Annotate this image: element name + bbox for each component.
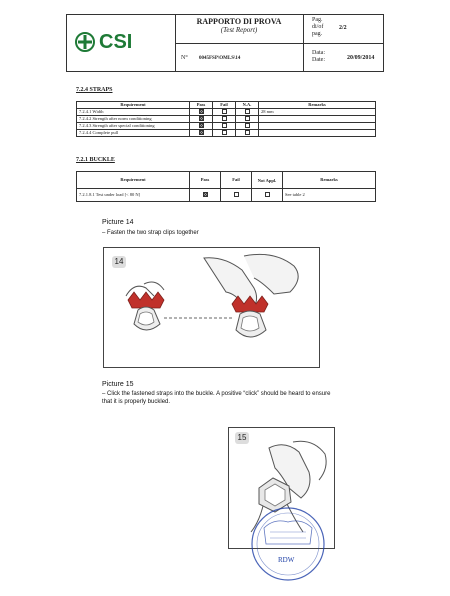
col-header: Not Appl. [252, 172, 283, 189]
na-checkbox [245, 123, 250, 128]
na-checkbox-cell [236, 116, 259, 123]
pass-checkbox-cell [190, 130, 213, 137]
col-header: Fail [213, 102, 236, 109]
fail-checkbox [234, 192, 239, 197]
header-divider [175, 43, 383, 44]
col-header: Pass [190, 172, 221, 189]
picture-15-description: – Click the fastened straps into the buckle. A positive “click” should be heard to ensure that it is properly buckled. [102, 391, 331, 405]
buckle-heading: 7.2.1 BUCKLE [76, 157, 115, 163]
remarks-cell: See table 2 [283, 189, 376, 202]
table-row [77, 116, 376, 123]
pass-checkbox-cell [190, 123, 213, 130]
remarks-cell: 28 mm [259, 109, 376, 116]
col-header: Pass [190, 102, 213, 109]
table-row [77, 109, 376, 116]
pass-checkbox-cell [190, 116, 213, 123]
na-checkbox [265, 192, 270, 197]
pass-checkbox [199, 123, 204, 128]
remarks-cell [259, 130, 376, 137]
requirement-cell: 7.2.4.3 Strength after special conditioning [77, 123, 190, 130]
na-checkbox [245, 130, 250, 135]
report-title: RAPPORTO DI PROVA [196, 17, 282, 26]
pass-checkbox [203, 192, 208, 197]
rdw-stamp-icon [248, 504, 328, 584]
na-checkbox [245, 116, 250, 121]
requirement-cell: 7.2.4.2 Strength after norm conditioning [77, 116, 190, 123]
pass-checkbox-cell [190, 109, 213, 116]
col-header: Requirement [77, 102, 190, 109]
stamp-text: RDW [278, 556, 295, 564]
fail-checkbox-cell [213, 123, 236, 130]
straps-heading: 7.2.4 STRAPS [76, 87, 113, 93]
date-label: Data: Date: [312, 50, 325, 63]
pass-checkbox-cell [190, 189, 221, 202]
na-checkbox-cell [236, 123, 259, 130]
picture-14-frame [103, 247, 320, 368]
strap-clips-illustration [104, 248, 319, 367]
fail-checkbox-cell [213, 130, 236, 137]
report-subtitle: (Test Report) [220, 26, 258, 34]
picture-14-description: – Fasten the two strap clips together [102, 230, 199, 236]
csi-logo-icon [74, 31, 96, 53]
fail-checkbox-cell [213, 116, 236, 123]
table-row [77, 123, 376, 130]
requirement-cell: 7.2.4.1 Width [77, 109, 190, 116]
pass-checkbox [199, 109, 204, 114]
date-value: 20/09/2014 [347, 55, 375, 61]
col-header: Remarks [283, 172, 376, 189]
col-header: Fail [221, 172, 252, 189]
table-row [77, 130, 376, 137]
na-checkbox-cell [236, 109, 259, 116]
remarks-cell [259, 123, 376, 130]
report-code: 0045FSP\OMLS\14 [199, 56, 241, 61]
picture-14-title: Picture 14 [102, 219, 134, 226]
requirement-cell: 7.2.4.4 Complete pull [77, 130, 190, 137]
fail-checkbox [222, 123, 227, 128]
page-label: Pag. di/of pag. [312, 17, 324, 37]
col-header: N.A. [236, 102, 259, 109]
pass-checkbox [199, 130, 204, 135]
remarks-cell [259, 116, 376, 123]
pass-checkbox [199, 116, 204, 121]
fail-checkbox [222, 130, 227, 135]
straps-table [76, 101, 376, 137]
page-value: 2/2 [339, 25, 347, 31]
col-header: Remarks [259, 102, 376, 109]
report-header [66, 14, 384, 72]
table-row [77, 189, 376, 202]
na-checkbox-cell [236, 130, 259, 137]
fail-checkbox-cell [213, 109, 236, 116]
number-label: N° [181, 55, 188, 61]
logo-text: CSI [99, 31, 133, 53]
picture-14-number: 14 [112, 256, 126, 268]
fail-checkbox [222, 109, 227, 114]
fail-checkbox-cell [221, 189, 252, 202]
na-checkbox [245, 109, 250, 114]
picture-15-title: Picture 15 [102, 381, 134, 388]
picture-15-number: 15 [235, 432, 249, 444]
requirement-cell: 7.2.1.8.1 Test under load [< 80 N] [77, 189, 190, 202]
buckle-table [76, 171, 376, 202]
col-header: Requirement [77, 172, 190, 189]
fail-checkbox [222, 116, 227, 121]
na-checkbox-cell [252, 189, 283, 202]
